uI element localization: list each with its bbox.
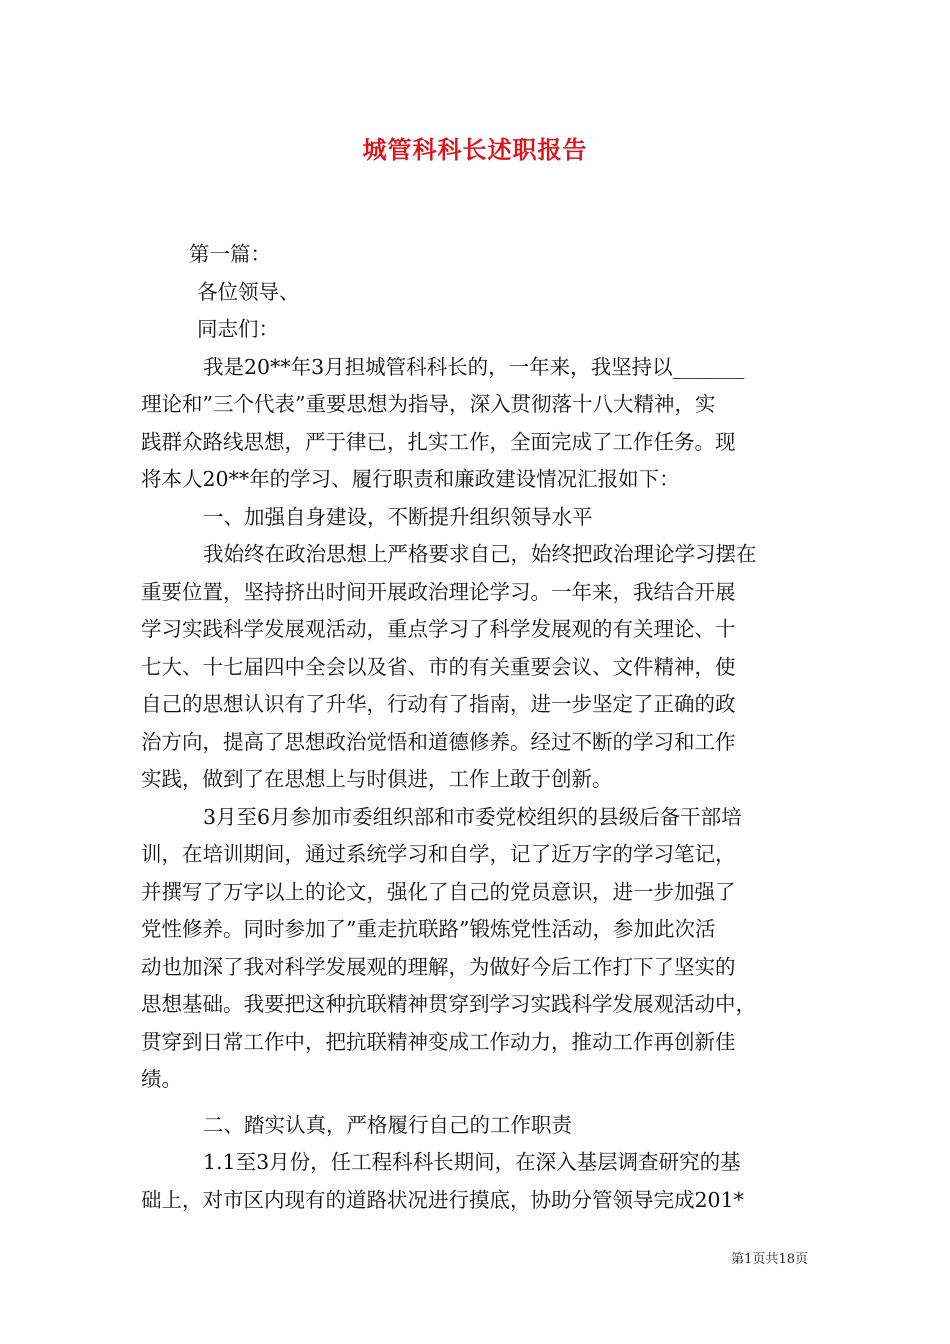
footer-page-number: 1 [744,1252,753,1267]
document-body [141,236,811,1219]
paragraph-line: 七大、十七届四中全会以及省、市的有关重要会议、文件精神，使 [141,654,736,679]
heading-line: 一、加强自身建设，不断提升组织领导水平 [203,504,593,529]
paragraph-line: 1.1至3月份，任工程科科长期间，在深入基层调查研究的基 [203,1150,741,1174]
paragraph-line: 学习实践科学发展观活动，重点学习了科学发展观的有关理论、十 [141,617,736,641]
footer-suffix: 页 [794,1252,808,1267]
paragraph-line: 3月至6月参加市委组织部和市委党校组织的县级后备干部培 [203,804,742,829]
paragraph-line: 党性修养。同时参加了”重走抗联路”锻炼党性活动，参加此次活 [141,917,716,941]
page-footer [0,1248,808,1267]
document-title: 城管科科长述职报告 [362,135,588,164]
footer-middle: 页共 [752,1252,779,1267]
paragraph-line: 重要位置，坚持挤出时间开展政治理论学习。一年来，我结合开展 [141,579,736,604]
paragraph-line: 我是20**年3月担城管科科长的，一年来，我坚持以_______ [203,354,745,379]
paragraph-line: 自己的思想认识有了升华，行动有了指南，进一步坚定了正确的政 [141,692,736,716]
salutation-line: 各位领导、 [197,279,300,304]
paragraph-line: 思想基础。我要把这种抗联精神贯穿到学习实践科学发展观活动中， [141,992,756,1016]
paragraph-line: 贯穿到日常工作中，把抗联精神变成工作动力，推动工作再创新佳 [141,1029,736,1054]
paragraph-line: 训，在培训期间，通过系统学习和自学，记了近万字的学习笔记， [141,842,736,866]
paragraph-line: 将本人20**年的学习、履行职责和廉政建设情况汇报如下： [141,467,680,491]
paragraph-line: 础上，对市区内现有的道路状况进行摸底，协助分管领导完成201* [141,1187,744,1212]
paragraph-line: 并撰写了万字以上的论文，强化了自己的党员意识，进一步加强了 [141,879,736,904]
paragraph-line: 动也加深了我对科学发展观的理解，为做好今后工作打下了坚实的 [141,954,736,979]
paragraph-line: 践群众路线思想，严于律已，扎实工作，全面完成了工作任务。现 [141,429,736,454]
paragraph-line: 治方向，提高了思想政治觉悟和道德修养。经过不断的学习和工作 [141,729,736,754]
paragraph-line: 实践，做到了在思想上与时俱进，工作上敢于创新。 [141,767,613,791]
section-label: 第一篇： [189,242,271,266]
paragraph-line: 绩。 [141,1067,182,1091]
paragraph-line: 我始终在政治思想上严格要求自己，始终把政治理论学习摆在 [203,542,757,566]
footer-prefix: 第 [731,1252,745,1267]
paragraph-line: 理论和”三个代表”重要思想为指导，深入贯彻落十八大精神，实 [141,392,716,416]
heading-line: 二、踏实认真，严格履行自己的工作职责 [203,1112,572,1137]
footer-total-pages: 18 [778,1252,795,1267]
salutation-line: 同志们： [197,317,279,341]
